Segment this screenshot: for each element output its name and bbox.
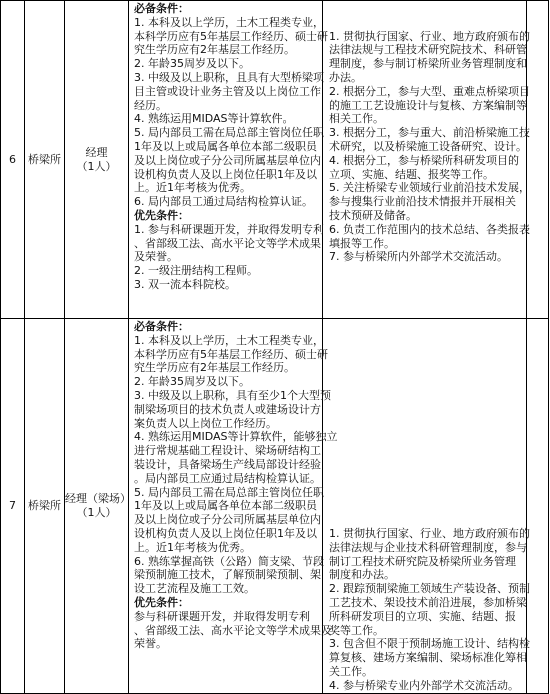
requirement-line: 梁预制施工技术，了解预制梁预制、架 bbox=[134, 568, 321, 582]
requirement-line: 装设计，具备梁场生产线局部设计经验 bbox=[134, 457, 321, 471]
duty-line: 关工作。 bbox=[329, 664, 373, 678]
row-index: 7 bbox=[1, 319, 25, 694]
duty-line: 法律法规与工程技术研究院技术、科研管 bbox=[329, 43, 527, 57]
table-row bbox=[1, 1, 549, 319]
duty-line: 的施工工艺设施设计与复核、方案编制等 bbox=[329, 98, 527, 112]
duty-line: 填报等工作。 bbox=[329, 236, 395, 250]
requirement-line: 案负责人以上岗位工作经历。 bbox=[134, 416, 277, 430]
requirement-line: 及荣誉。 bbox=[134, 250, 178, 264]
requirement-heading: 优先条件： bbox=[134, 208, 189, 222]
requirement-line: 4. 熟练运用MIDAS等计算软件。 bbox=[134, 112, 294, 126]
duty-line: 3. 根据分工，参与重大、前沿桥梁施工技 bbox=[329, 126, 530, 140]
requirement-line: 目主管或设计业务主管及以上岗位工作 bbox=[134, 84, 321, 98]
requirement-line: 本科学历应有5年基层工作经历、硕士研 bbox=[134, 347, 328, 361]
duty-line: 1. 贯彻执行国家、行业、地方政府颁布的 bbox=[329, 526, 530, 540]
requirement-line: 及以上岗位或子分公司所属基层单位内 bbox=[134, 513, 321, 527]
requirements-cell bbox=[129, 319, 338, 694]
table-row bbox=[1, 319, 549, 694]
requirement-heading: 优先条件： bbox=[134, 595, 189, 609]
duty-line: 1. 贯彻执行国家、行业、地方政府颁布的 bbox=[329, 29, 530, 43]
duty-line bbox=[329, 403, 523, 417]
requirement-line: 制梁场项目的技术负责人或建场设计方 bbox=[134, 402, 321, 416]
requirement-line: 进行常规基础工程设计、梁场研结构工 bbox=[134, 444, 321, 458]
duty-line: 办法。 bbox=[329, 70, 362, 84]
duty-line: 4. 参与桥梁专业内外部学术交流活动。 bbox=[329, 678, 519, 692]
duty-line bbox=[329, 513, 523, 527]
duty-line bbox=[329, 320, 523, 334]
position-line: （1人） bbox=[76, 505, 117, 519]
duty-line: 2. 根据分工，参与大型、重难点桥梁项目 bbox=[329, 84, 530, 98]
duty-line bbox=[329, 2, 523, 16]
duty-line: 奖等工作。 bbox=[329, 623, 384, 637]
department-cell: 桥梁所 bbox=[25, 1, 65, 319]
requirement-line: 、省部级工法、高水平论文等学术成果 bbox=[134, 236, 321, 250]
duty-line bbox=[329, 334, 523, 348]
duty-line: 工艺技术、架设技术前沿进展，参加桥梁 bbox=[329, 595, 527, 609]
requirement-heading: 必备条件： bbox=[134, 2, 189, 15]
requirement-line: 设机构负责人及以上岗位任职1年及以 bbox=[134, 167, 317, 181]
duty-line: 术研究，以及桥梁施工设备研究、设计。 bbox=[329, 139, 527, 153]
duty-line bbox=[329, 499, 523, 513]
duty-line: 4. 根据分工，参与桥梁所科研发项目的 bbox=[329, 153, 519, 167]
requirement-line: 3. 双一流本科院校。 bbox=[134, 277, 236, 291]
requirement-line: 3. 中级及以上职称，且具有大型桥梁项 bbox=[134, 70, 324, 84]
remarks-cell bbox=[527, 1, 549, 319]
requirement-line: 经历。 bbox=[134, 98, 167, 112]
position-cell bbox=[65, 319, 129, 694]
position-line: （1人） bbox=[76, 159, 117, 173]
duty-line: 技术预研及储备。 bbox=[329, 208, 417, 222]
duty-line: 7. 参与桥梁所内外部学术交流活动。 bbox=[329, 250, 508, 264]
requirement-line: 上。近1年考核为优秀。 bbox=[134, 181, 251, 195]
duty-line: 立项、实施、结题、报奖等工作。 bbox=[329, 167, 494, 181]
position-line: 经理（梁场） bbox=[65, 491, 131, 505]
duty-line bbox=[329, 375, 523, 389]
requirement-line: 设工艺流程及施工工效。 bbox=[134, 582, 255, 596]
row-index: 6 bbox=[1, 1, 25, 319]
requirement-line: 4. 熟练运用MIDAS等计算软件，能够独立 bbox=[134, 430, 338, 444]
duty-line: 制订工程技术研究院及桥梁所业务管理 bbox=[329, 554, 516, 568]
requirement-line: 5. 局内部员工需在局总部主管岗位任职 bbox=[134, 485, 324, 499]
requirement-line: 1. 参与科研课题开发，并取得发明专利 bbox=[134, 222, 324, 236]
duty-line bbox=[329, 361, 523, 375]
duties-cell bbox=[323, 1, 530, 319]
duty-line bbox=[329, 486, 523, 500]
position-line: 经理 bbox=[85, 145, 108, 159]
duty-line: 3. 包含但不限于预制场施工设计、结构检 bbox=[329, 637, 530, 651]
requirement-line: 6. 局内部员工通过局结构检算认证。 bbox=[134, 195, 313, 209]
requirement-line: 5. 局内部员工需在局总部主管岗位任职 bbox=[134, 126, 324, 140]
requirement-line: 2. 一级注册结构工程师。 bbox=[134, 264, 258, 278]
duty-line: 2. 跟踪预制梁施工领域生产装设备、预制 bbox=[329, 582, 530, 596]
duty-line: 制度和办法。 bbox=[329, 568, 395, 582]
requirement-line: 究生学历应有2年基层工作经历。 bbox=[134, 43, 295, 57]
duty-line: 相关工作。 bbox=[329, 112, 384, 126]
requirement-line: 荣誉。 bbox=[134, 637, 167, 651]
requirement-line: 1年及以上或局属各单位本部二级职员 bbox=[134, 499, 317, 513]
duty-line bbox=[329, 16, 523, 30]
requirement-line: 上。近1年考核为优秀。 bbox=[134, 540, 251, 554]
requirements-cell bbox=[129, 1, 328, 319]
requirement-line: 2. 年龄35周岁及以下。 bbox=[134, 57, 250, 71]
duty-line bbox=[329, 389, 523, 403]
duty-line: 5. 关注桥梁专业领域行业前沿技术发展， bbox=[329, 181, 530, 195]
duty-line: 6. 负责工作范围内的技术总结、各类报表 bbox=[329, 222, 530, 236]
duty-line bbox=[329, 444, 523, 458]
duty-line bbox=[329, 430, 523, 444]
duty-line bbox=[329, 472, 523, 486]
requirement-line: 2. 年龄35周岁及以下。 bbox=[134, 375, 250, 389]
duty-line bbox=[329, 348, 523, 362]
requirement-line: 1. 本科及以上学历，土木工程类专业， bbox=[134, 333, 324, 347]
requirement-heading: 必备条件： bbox=[134, 320, 189, 333]
department-cell: 桥梁所 bbox=[25, 319, 65, 694]
requirement-line: 。局内部员工应通过局结构检算认证。 bbox=[134, 471, 321, 485]
requirement-line: 设机构负责人及以上岗位任职1年及以 bbox=[134, 526, 317, 540]
requirement-line: 究生学历应有2年基层工作经历。 bbox=[134, 361, 295, 375]
requirement-line: 及以上岗位或子分公司所属基层单位内 bbox=[134, 153, 321, 167]
duty-line: 算复核、建场方案编制、梁场标准化筹相 bbox=[329, 651, 527, 665]
duty-line bbox=[329, 417, 523, 431]
requirement-line: 1年及以上或局属各单位本部二级职员 bbox=[134, 139, 317, 153]
position-cell bbox=[65, 1, 129, 319]
requirement-line: 6. 熟练掌握高铁（公路）简支梁、节段 bbox=[134, 554, 324, 568]
requirement-line: 1. 本科及以上学历，土木工程类专业， bbox=[134, 15, 324, 29]
requirement-line: 3. 中级及以上职称，具有至少1个大型预 bbox=[134, 388, 331, 402]
duty-line: 理制度，参与制订桥梁所业务管理制度和 bbox=[329, 57, 527, 71]
requirement-line: 、省部级工法、高水平论文等学术成果及 bbox=[134, 623, 332, 637]
duty-line: 法律法规与企业技术科研管理制度，参与 bbox=[329, 540, 527, 554]
requirement-line: 本科学历应有5年基层工作经历、硕士研 bbox=[134, 29, 328, 43]
duty-line: 所科研发项目的立项、实施、结题、报 bbox=[329, 609, 516, 623]
duty-line bbox=[329, 458, 523, 472]
requirement-line: 参与科研课题开发，并取得发明专利 bbox=[134, 609, 310, 623]
duty-line: 参与搜集行业前沿技术情报并开展相关 bbox=[329, 195, 516, 209]
duties-cell bbox=[323, 319, 530, 694]
